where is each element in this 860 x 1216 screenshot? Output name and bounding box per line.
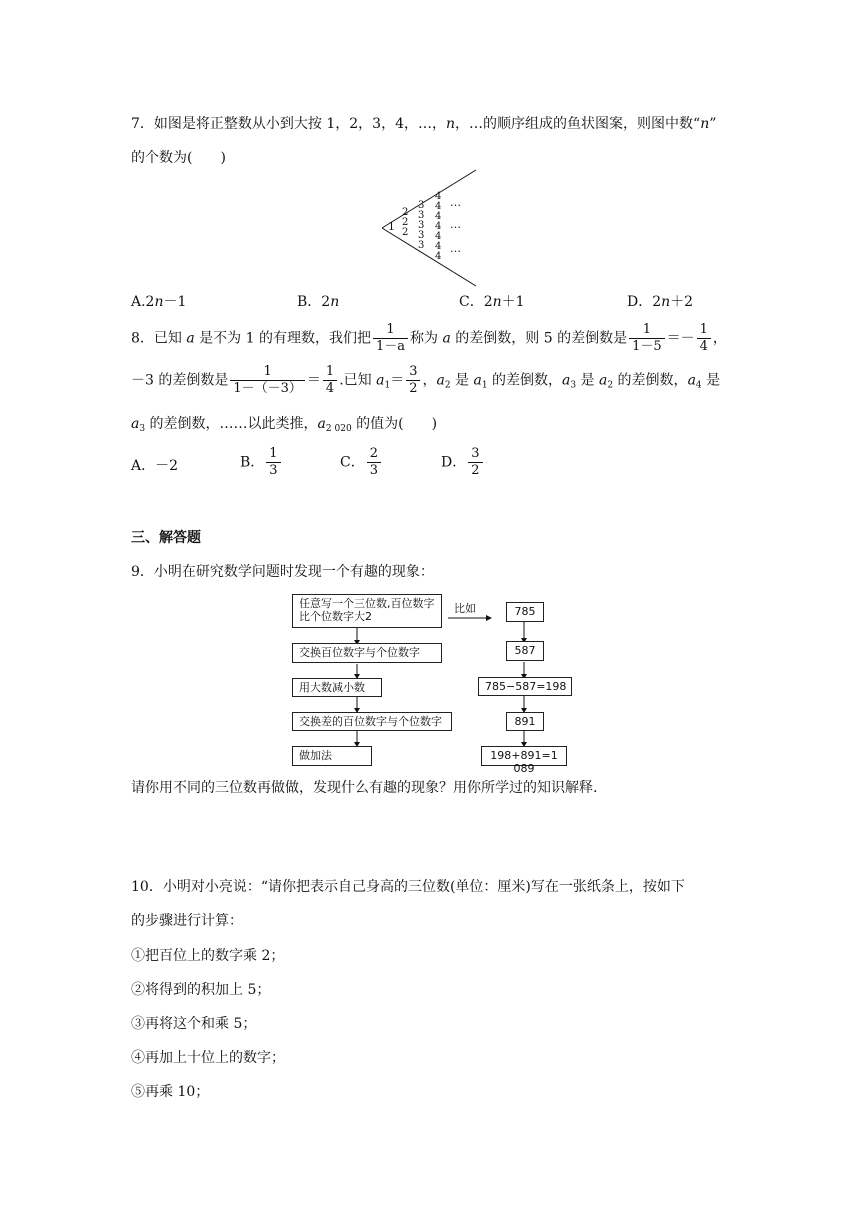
numerator: 1 <box>323 364 337 381</box>
q7-n: n <box>700 116 710 132</box>
fish-figure <box>380 168 480 288</box>
q7-option-c <box>459 292 525 312</box>
flow-step-2: 交换百位数字与个位数字 <box>292 643 442 663</box>
fraction <box>323 364 337 397</box>
q8-text: －3 的差倒数是 <box>131 372 229 389</box>
var-a: a <box>473 372 482 389</box>
fish-num: 2 <box>402 207 409 218</box>
fish-dots: … <box>450 218 461 231</box>
example-step-3: 785−587=198 <box>478 677 572 696</box>
fish-num: 4 <box>435 191 442 202</box>
fraction <box>406 364 420 397</box>
opt-text: A.2 <box>131 294 155 310</box>
fraction <box>373 322 408 355</box>
fish-num: 3 <box>418 230 425 241</box>
subscript: 1 <box>384 380 391 391</box>
q8-option-a: A．－2 <box>131 458 179 474</box>
fraction <box>697 322 711 355</box>
q8-text: 是不为 1 的有理数，我们把 <box>194 330 371 347</box>
var-a: a <box>562 372 571 389</box>
numerator: 1 <box>373 322 408 339</box>
fish-num: 4 <box>435 251 442 262</box>
q8-option-c <box>340 446 383 479</box>
fish-num: 3 <box>418 200 425 211</box>
q8-text: 是 <box>576 372 600 389</box>
opt-n: n <box>154 294 164 310</box>
opt-text: C．2 <box>459 294 493 310</box>
fish-col-2 <box>402 208 408 238</box>
denominator: 3 <box>269 463 278 478</box>
q10-step-5: ⑤再乘 10； <box>131 1084 210 1100</box>
flow-step-5: 做加法 <box>292 746 372 766</box>
fish-num: 4 <box>435 241 442 252</box>
q8-text: ＝ <box>390 372 405 389</box>
q8-line1 <box>131 322 727 355</box>
fish-num: 2 <box>402 217 409 228</box>
subscript: 2 <box>607 380 614 391</box>
opt-text: B．2 <box>297 294 331 310</box>
q8-text: 的值为( ) <box>351 416 438 432</box>
fish-col-3 <box>418 201 424 251</box>
denominator: 2 <box>409 381 418 396</box>
fraction <box>230 364 305 397</box>
example-step-2: 587 <box>506 641 544 661</box>
denominator: 1－a <box>375 339 406 354</box>
denominator: 3 <box>369 463 378 478</box>
section-heading: 三、解答题 <box>131 530 201 546</box>
fish-num: 3 <box>418 240 425 251</box>
q7-stem-line1 <box>131 114 716 134</box>
subscript: 3 <box>570 380 577 391</box>
q9-question: 请你用不同的三位数再做做，发现什么有趣的现象？用你所学过的知识解释. <box>131 780 598 796</box>
example-step-1: 785 <box>506 602 544 622</box>
numerator: 1 <box>230 364 305 381</box>
var-a: a <box>599 372 608 389</box>
q8-option-d <box>441 446 485 479</box>
var-a: a <box>687 372 696 389</box>
q7-text: ” <box>709 116 717 132</box>
opt-text: C． <box>340 454 365 471</box>
q10-step-3: ③再将这个和乘 5； <box>131 1016 257 1032</box>
opt-text: D．2 <box>627 294 662 310</box>
subscript: 4 <box>695 380 702 391</box>
var-a: a <box>376 372 385 389</box>
var-a: a <box>436 372 445 389</box>
example-step-5: 198+891=1 089 <box>481 746 567 766</box>
q7-n: n <box>446 116 456 132</box>
q10-line1: 10．小明对小亮说：“请你把表示自己身高的三位数(单位：厘米)写在一张纸条上，按如下 <box>131 879 685 895</box>
opt-n: n <box>661 294 671 310</box>
q8-line2 <box>131 364 720 397</box>
opt-text: D． <box>441 454 467 471</box>
q7-text: 7．如图是将正整数从小到大按 1，2，3，4，…， <box>131 116 446 132</box>
denominator: 4 <box>699 339 708 354</box>
numerator: 3 <box>468 446 482 463</box>
q7-stem-line2: 的个数为( ) <box>131 150 226 166</box>
subscript: 1 <box>481 380 488 391</box>
q8-text: 是 <box>450 372 474 389</box>
fish-col-4 <box>435 192 441 262</box>
opt-n: n <box>492 294 502 310</box>
fish-lines <box>380 168 480 288</box>
opt-text: ＋2 <box>670 294 694 310</box>
q7-option-a <box>131 292 186 312</box>
flow-step-3: 用大数减小数 <box>292 678 382 697</box>
q10-step-4: ④再加上十位上的数字； <box>131 1050 285 1066</box>
subscript: 2 020 <box>325 424 352 434</box>
numerator: 2 <box>367 446 381 463</box>
fish-dots: … <box>450 196 461 209</box>
denominator: 1－（－3） <box>233 381 302 396</box>
fish-num: 4 <box>435 221 442 232</box>
fish-num: 4 <box>435 231 442 242</box>
q8-text: 称为 <box>410 330 443 347</box>
q7-option-b <box>297 292 339 312</box>
q8-text: ， <box>712 330 727 347</box>
q8-text: ＝ <box>306 372 321 389</box>
q8-text: ＝－ <box>666 330 695 347</box>
opt-n: n <box>330 294 340 310</box>
q10-step-2: ②将得到的积加上 5； <box>131 982 271 998</box>
fish-num: 2 <box>402 227 409 238</box>
fish-num: 3 <box>418 210 425 221</box>
fish-num: 4 <box>435 201 442 212</box>
var-a: a <box>131 416 140 432</box>
q8-text: 是 <box>701 372 721 389</box>
fraction <box>468 446 482 479</box>
q8-text: 的差倒数， <box>487 372 563 389</box>
example-step-4: 891 <box>506 712 544 731</box>
fraction <box>367 446 381 479</box>
denominator: 1－5 <box>632 339 662 354</box>
opt-text: －1 <box>163 294 187 310</box>
q8-text: 8．已知 <box>131 330 187 347</box>
denominator: 4 <box>325 381 335 396</box>
q8-text: 的差倒数，……以此类推， <box>145 416 318 432</box>
q8-text: .已知 <box>339 372 377 389</box>
q10-line2: 的步骤进行计算： <box>131 913 243 929</box>
fish-num: 3 <box>418 220 425 231</box>
q7-option-d <box>627 292 693 312</box>
var-a: a <box>317 416 326 432</box>
denominator: 2 <box>471 463 480 478</box>
fish-dots: … <box>450 242 461 255</box>
opt-text: B． <box>240 454 265 471</box>
q8-line3 <box>131 414 437 439</box>
q9-intro: 9．小明在研究数学问题时发现一个有趣的现象： <box>131 564 434 580</box>
var-a: a <box>186 330 195 347</box>
numerator: 1 <box>697 322 711 339</box>
fraction <box>629 322 665 355</box>
flow-step-4: 交换差的百位数字与个位数字 <box>292 712 452 731</box>
fish-one: 1 <box>388 220 395 233</box>
numerator: 3 <box>406 364 420 381</box>
var-a: a <box>442 330 451 347</box>
opt-text: ＋1 <box>501 294 525 310</box>
numerator: 1 <box>266 446 280 463</box>
flow-step-1: 任意写一个三位数,百位数字比个位数字大2 <box>292 594 442 628</box>
subscript: 3 <box>139 424 146 434</box>
q10-step-1: ①把百位上的数字乘 2； <box>131 948 285 964</box>
q8-text: 的差倒数， <box>613 372 688 389</box>
subscript: 2 <box>444 380 451 391</box>
fraction <box>266 446 280 479</box>
fish-num: 4 <box>435 211 442 222</box>
q7-text: ，…的顺序组成的鱼状图案，则图中数“ <box>455 116 701 132</box>
example-label: 比如 <box>454 602 476 615</box>
q8-option-b <box>240 446 283 479</box>
q8-text: 的差倒数，则 5 的差倒数是 <box>450 330 628 347</box>
q8-text: ， <box>422 372 437 389</box>
numerator: 1 <box>629 322 665 339</box>
